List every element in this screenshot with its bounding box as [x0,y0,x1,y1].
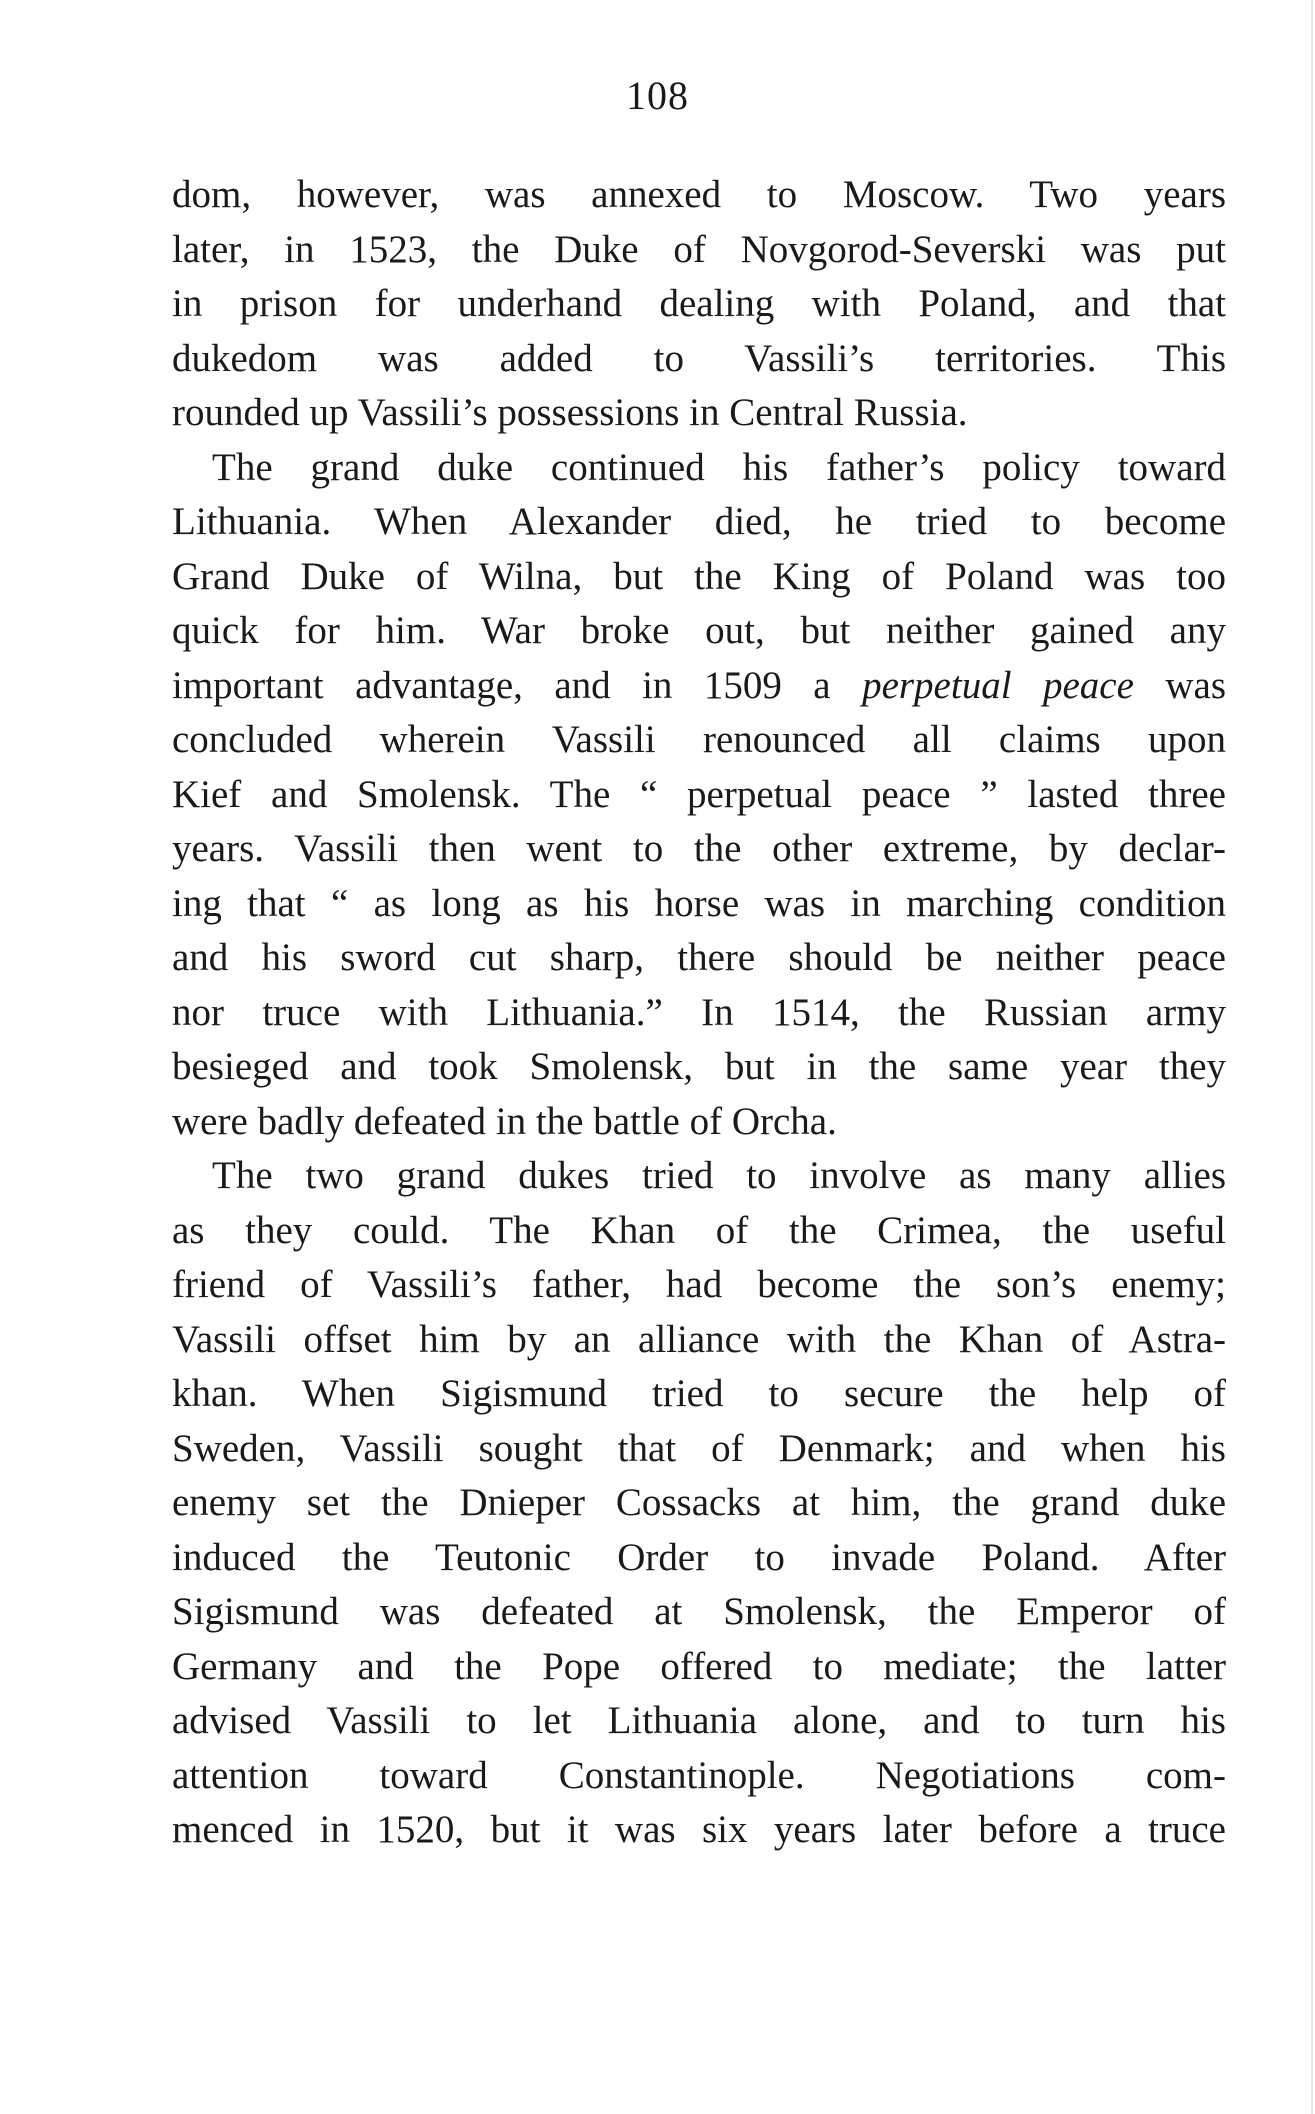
text-segment: was [1133,663,1226,707]
text-line: in prison for underhand dealing with Poland, and that [172,282,1226,325]
text-line: dukedom was added to Vassili’s territories. This [172,336,1226,380]
text-line: dom, however, was annexed to Moscow. Two years [172,173,1226,216]
text-line: Kief and Smolensk. The “ perpetual peace ” lasted three [172,772,1226,816]
text-line: advised Vassili to let Lithuania alone, and to turn his [172,1699,1226,1742]
text-line: Grand Duke of Wilna, but the King of Poland was too [172,554,1226,598]
italic-phrase: perpetual peace [862,663,1134,707]
text-line: and his sword cut sharp, there should be neither peace [172,936,1226,979]
body-text [172,168,1226,1858]
text-line: The two grand dukes tried to involve as many allies [212,1154,1226,1197]
text-line: Lithuania. When Alexander died, he tried to become [172,500,1226,543]
text-line: enemy set the Dnieper Cossacks at him, the grand duke [172,1481,1226,1524]
text-line: ing that “ as long as his horse was in marching condition [172,881,1226,925]
text-line [172,659,1226,714]
text-line: Sweden, Vassili sought that of Denmark; and when his [172,1426,1226,1470]
text-line: induced the Teutonic Order to invade Poland. After [172,1535,1226,1579]
text-line: friend of Vassili’s father, had become the son’s enemy; [172,1263,1226,1306]
text-line: years. Vassili then went to the other extreme, by declar- [172,827,1226,870]
text-line: concluded wherein Vassili renounced all claims upon [172,718,1226,761]
text-line: Sigismund was defeated at Smolensk, the Emperor of [172,1590,1226,1633]
text-line: were badly defeated in the battle of Orcha. [172,1099,837,1143]
text-line: quick for him. War broke out, but neither gained any [172,609,1226,652]
page-edge [1311,0,1313,2114]
text-line: rounded up Vassili’s possessions in Central Russia. [172,391,968,434]
text-segment: important advantage, and in 1509 a [172,663,863,707]
text-line: Germany and the Pope offered to mediate; the latter [172,1644,1226,1688]
text-line: The grand duke continued his father’s policy toward [212,445,1226,489]
text-line: besieged and took Smolensk, but in the same year they [172,1045,1226,1088]
text-line: Vassili offset him by an alliance with the Khan of Astra- [172,1317,1226,1361]
text-line: khan. When Sigismund tried to secure the help of [172,1372,1226,1415]
text-line: nor truce with Lithuania.” In 1514, the Russian army [172,990,1226,1034]
text-line: later, in 1523, the Duke of Novgorod-Severski was put [172,227,1226,271]
text-line: attention toward Constantinople. Negotiations com- [172,1753,1226,1797]
page-number: 108 [626,73,689,118]
text-line: as they could. The Khan of the Crimea, the useful [172,1208,1226,1252]
text-line: menced in 1520, but it was six years later before a truce [172,1808,1226,1851]
